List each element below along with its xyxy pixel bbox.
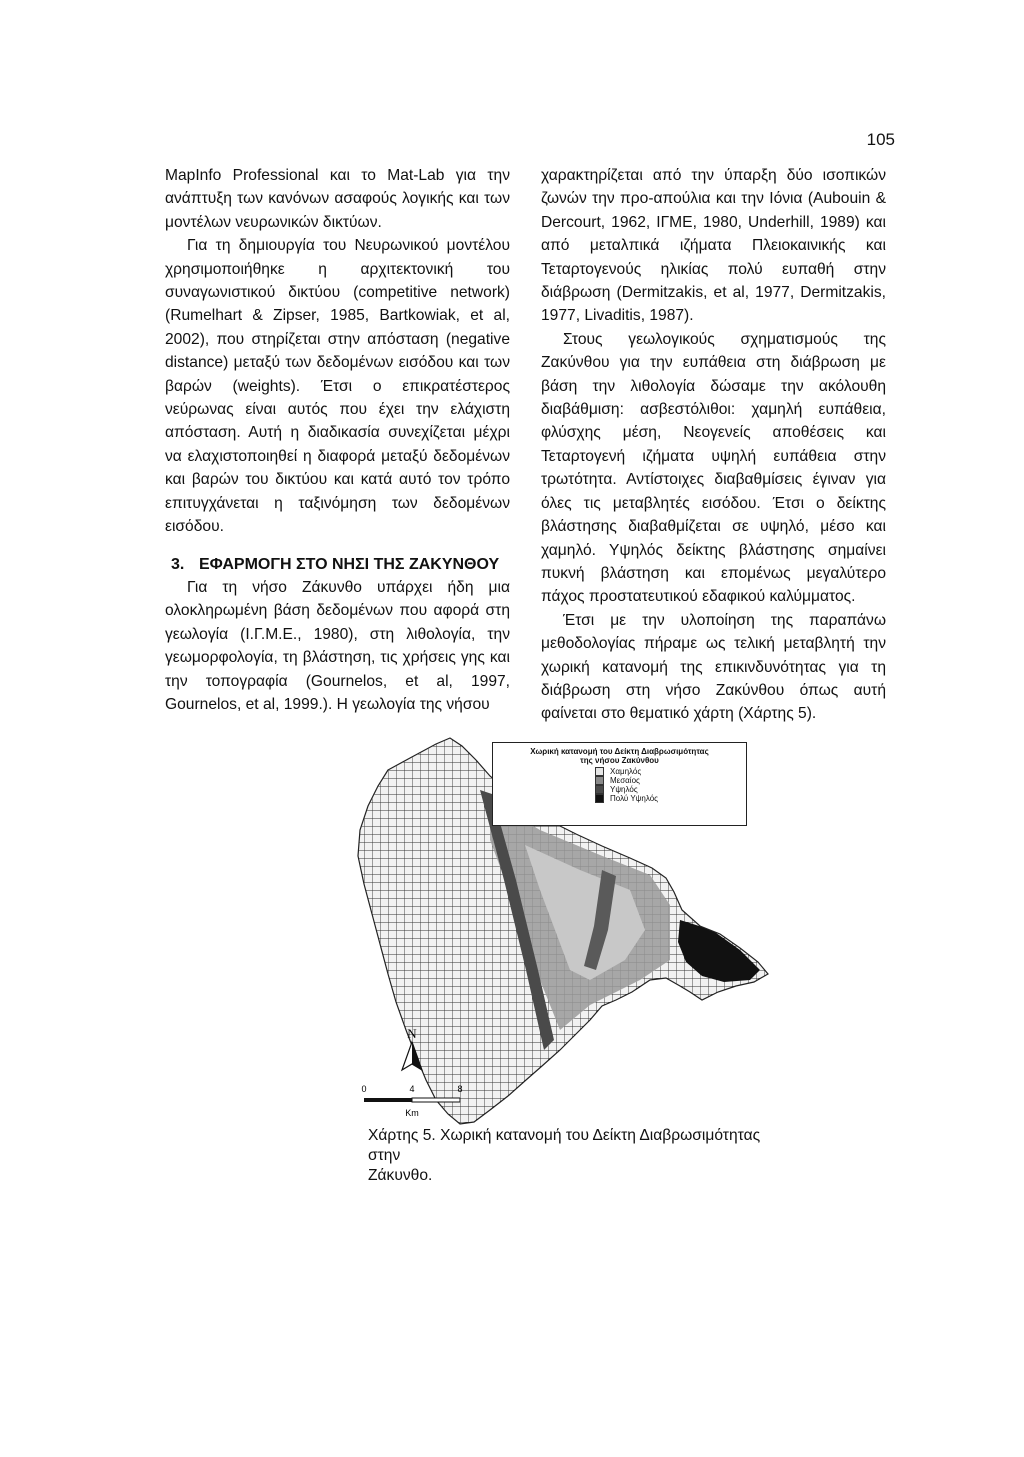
- section-number: 3.: [171, 555, 185, 573]
- north-label: N: [407, 1026, 417, 1041]
- map-legend: [492, 742, 747, 826]
- legend-label: Πολύ Υψηλός: [610, 794, 659, 803]
- legend-swatch-medium: [595, 776, 604, 785]
- right-column: [541, 164, 886, 726]
- section-heading: [165, 553, 510, 576]
- caption-line-1: Χάρτης 5. Χωρική κατανομή του Δείκτη Διαβρωσιμότητας στην: [368, 1127, 761, 1164]
- legend-item: [595, 776, 740, 785]
- left-paragraph-3: Για τη νήσο Ζάκυνθο υπάρχει ήδη μια ολοκληρωμένη βάση δεδομένων που αφορά στη γεωλογία (Ι.Γ.Μ.Ε., 1980), στη λιθολογία, την γεωμορφολογία, τη βλάστηση, τις χρήσεις γης και την τοπογραφία (Gournelos, et al, 1997, Gournelos, et al, 1999.). Η γεωλογία της νήσου: [165, 578, 510, 713]
- legend-swatch-high: [595, 785, 604, 794]
- left-column: [165, 164, 510, 716]
- legend-title-line1: Χωρική κατανομή του Δείκτη Διαβρωσιμότητας: [530, 747, 709, 756]
- left-paragraph-1: MapInfo Professional και το Mat-Lab για την ανάπτυξη των κανόνων ασαφούς λογικής και των μοντέλων νευρωνικών δικτύων.: [165, 167, 510, 231]
- legend-title-line2: της νήσου Ζακύνθου: [580, 756, 659, 765]
- right-paragraph-1: χαρακτηρίζεται από την ύπαρξη δύο ισοπικών ζωνών την προ-απούλια και την Ιόνια (Aubouin & Dercourt, 1962, ΙΓΜΕ, 1980, Underhill, 1989) και από μεταλπικά ιζήματα Πλειοκαινικής και Τεταρτογενούς ηλικίας πολύ ευπαθή στην διάβρωση (Dermitzakis, et al, 1977, Dermitzakis, 1977, Livaditis, 1987).: [541, 167, 886, 325]
- right-paragraph-3: Έτσι με την υλοποίηση της παραπάνω μεθοδολογίας πήραμε ως τελική μεταβλητή την χωρική κατανομή της επικινδυνότητας για τη διάβρωση στη νήσο Ζακύνθου όπως αυτή φαίνεται στο θεματικό χάρτη (Χάρτης 5).: [541, 611, 886, 723]
- scale-tick-0: 0: [361, 1084, 367, 1094]
- scale-tick-4: 4: [409, 1084, 415, 1094]
- legend-item: [595, 785, 740, 794]
- page-number: 105: [866, 130, 895, 149]
- legend-label: Μεσαίος: [610, 776, 640, 785]
- section-title: ΕΦΑΡΜΟΓΗ ΣΤΟ ΝΗΣΙ ΤΗΣ ΖΑΚΥΝΘΟΥ: [199, 555, 500, 573]
- legend-swatch-very-high: [595, 794, 604, 803]
- legend-item: [595, 794, 740, 803]
- legend-item: [595, 767, 740, 776]
- legend-swatch-low: [595, 767, 604, 776]
- legend-label: Υψηλός: [610, 785, 638, 794]
- legend-items: [595, 767, 740, 803]
- scale-tick-8: 8: [457, 1084, 463, 1094]
- figure-caption: [368, 1126, 788, 1186]
- left-paragraph-2: Για τη δημιουργία του Νευρωνικού μοντέλου χρησιμοποιήθηκε η αρχιτεκτονική του συναγωνιστικού δικτύου (competitive network) (Rumelhart & Zipser, 1985, Bartkowiak, et al, 2002), που στηρίζεται στην απόσταση (negative distance) μεταξύ των δεδομένων εισόδου και των βαρών (weights). Έτσι ο επικρατέστερος νεύρωνας είναι αυτός που έχει την ελάχιστη απόσταση. Αυτή η διαδικασία συνεχίζεται μέχρι να ελαχιστοποιηθεί η διαφορά μεταξύ δεδομένων και βαρών του δικτύου και κατά αυτό τον τρόπο επιτυγχάνεται η ταξινόμηση των δεδομένων εισόδου.: [165, 237, 510, 536]
- right-paragraph-2: Στους γεωλογικούς σχηματισμούς της Ζακύνθου για την ευπάθεια στη διάβρωση με βάση την λιθολογία δώσαμε την ακόλουθη διαβάθμιση: ασβεστόλιθοι: χαμηλή ευπάθεια, φλύσχης μέση, Νεογενείς αποθέσεις και Τεταρτογενή ιζήματα υψηλή ευπάθεια στην τρωτότητα. Αντίστοιχες διαβαθμίσεις έγιναν για όλες τις μεταβλητές εισόδου. Έτσι ο δείκτης βλάστησης διαβαθμίζεται σε υψηλό, μέσο και χαμηλό. Υψηλός δείκτης βλάστησης σημαίνει πυκνή βλάστηση και επομένως μεγαλύτερο πάχος προστατευτικού εδαφικού καλύμματος.: [541, 330, 886, 606]
- scale-unit: Km: [405, 1108, 419, 1118]
- legend-label: Χαμηλός: [610, 767, 642, 776]
- caption-line-2: Ζάκυνθο.: [368, 1167, 433, 1184]
